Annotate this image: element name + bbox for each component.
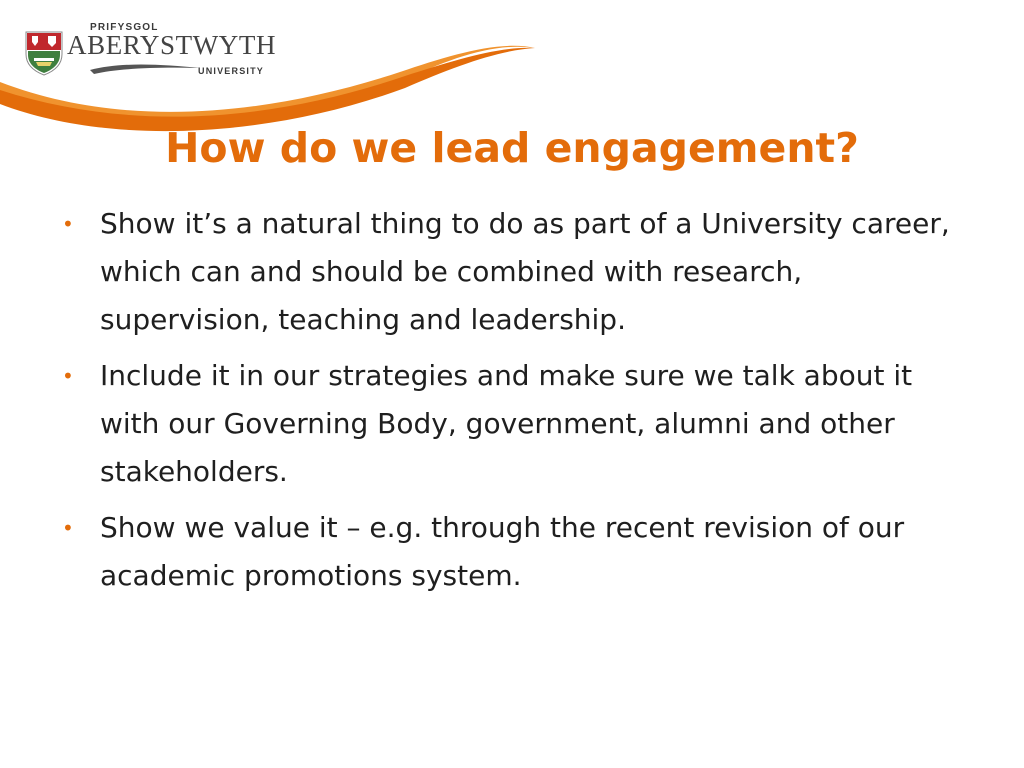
bullet-text: Show it’s a natural thing to do as part of a University career, which can and should be combined with research, supervision, teaching and leadership. xyxy=(100,207,950,336)
bullet-marker: • xyxy=(62,364,74,388)
logo-swoosh xyxy=(90,62,200,76)
logo-university-text: UNIVERSITY xyxy=(198,66,265,76)
crest-icon xyxy=(24,30,64,76)
bullet-item xyxy=(58,200,978,344)
logo-prifysgol-text: PRIFYSGOL xyxy=(90,22,159,33)
slide-title: How do we lead engagement? xyxy=(165,124,859,172)
bullet-text: Show we value it – e.g. through the recent revision of our academic promotions system. xyxy=(100,511,905,592)
bullet-list xyxy=(58,200,978,608)
bullet-marker: • xyxy=(62,212,74,236)
bullet-marker: • xyxy=(62,516,74,540)
logo-name-text: ABERYSTWYTH xyxy=(67,30,277,60)
bullet-text: Include it in our strategies and make sure we talk about it with our Governing Body, government, alumni and other stakeholders. xyxy=(100,359,913,488)
university-logo xyxy=(24,20,277,82)
bullet-item xyxy=(58,352,978,496)
bullet-item xyxy=(58,504,978,600)
